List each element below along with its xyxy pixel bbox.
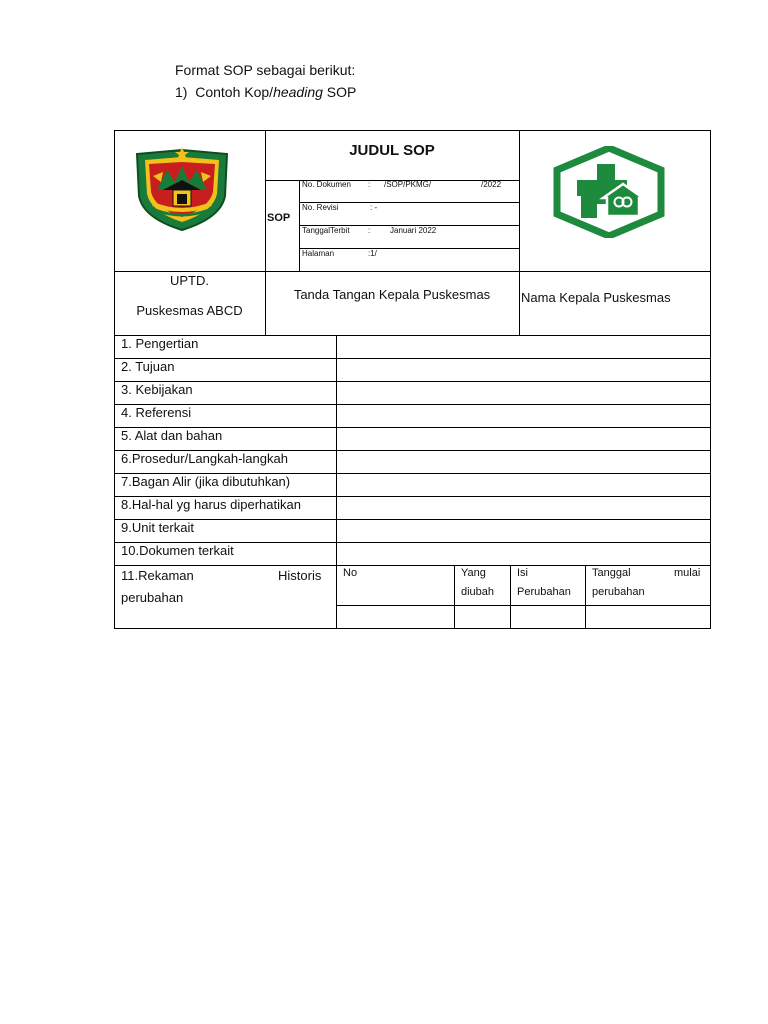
revisi-label: No. Revisi xyxy=(302,203,339,212)
signature-placeholder: Tanda Tangan Kepala Puskesmas xyxy=(293,287,491,302)
history-col-tgl-a: Tanggal xyxy=(592,567,631,579)
history-col-no: No xyxy=(343,567,358,579)
history-col-isi-2: Perubahan xyxy=(517,586,571,598)
history-col-tgl-b: mulai xyxy=(674,567,701,579)
intro-text: Contoh Kop/ xyxy=(195,84,274,100)
intro-line-2 xyxy=(175,84,356,100)
head-name-placeholder: Nama Kepala Puskesmas xyxy=(521,290,671,305)
unit-line-1: UPTD. xyxy=(170,273,209,288)
unit-line-2: Puskesmas ABCD xyxy=(136,303,243,318)
history-col-isi-1: Isi xyxy=(517,567,528,579)
row-referensi: 4. Referensi xyxy=(121,405,192,420)
row-dokumen-terkait: 10.Dokumen terkait xyxy=(121,543,234,558)
history-label-c: perubahan xyxy=(121,590,184,605)
halaman-label: Halaman xyxy=(302,249,335,258)
intro-number: 1) xyxy=(175,84,188,100)
row-hal-hal: 8.Hal-hal yg harus diperhatikan xyxy=(121,497,301,512)
puskesmas-logo-icon xyxy=(553,146,665,238)
terbit-label: TanggalTerbit xyxy=(302,226,350,235)
row-prosedur: 6.Prosedur/Langkah-langkah xyxy=(121,451,288,466)
terbit-value: Januari 2022 xyxy=(390,226,437,235)
history-col-yang-2: diubah xyxy=(461,586,495,598)
doc-year: /2022 xyxy=(481,180,502,189)
terbit-colon: : xyxy=(368,226,371,235)
row-tujuan: 2. Tujuan xyxy=(121,359,175,374)
history-label-b: Historis xyxy=(278,568,322,583)
row-bagan-alir: 7.Bagan Alir (jika dibutuhkan) xyxy=(121,474,291,489)
intro-italic: heading xyxy=(273,84,323,100)
revisi-value: : - xyxy=(370,203,378,212)
halaman-value: :1/ xyxy=(368,249,377,258)
row-alat-bahan: 5. Alat dan bahan xyxy=(121,428,223,443)
doc-label: No. Dokumen xyxy=(302,180,351,189)
history-col-yang-1: Yang xyxy=(461,567,486,579)
sop-title: JUDUL SOP xyxy=(349,142,435,159)
regional-emblem-icon xyxy=(133,146,231,232)
row-kebijakan: 3. Kebijakan xyxy=(121,382,193,397)
sop-label: SOP xyxy=(267,212,291,224)
intro-line-1: Format SOP sebagai berikut: xyxy=(175,62,356,78)
doc-value: /SOP/PKMG/ xyxy=(384,180,432,189)
history-col-tgl-c: perubahan xyxy=(592,586,645,598)
row-unit-terkait: 9.Unit terkait xyxy=(121,520,194,535)
history-label-a: 11.Rekaman xyxy=(121,568,194,583)
intro-tail: SOP xyxy=(322,84,357,100)
doc-colon: : xyxy=(368,180,371,189)
row-pengertian: 1. Pengertian xyxy=(121,336,199,351)
